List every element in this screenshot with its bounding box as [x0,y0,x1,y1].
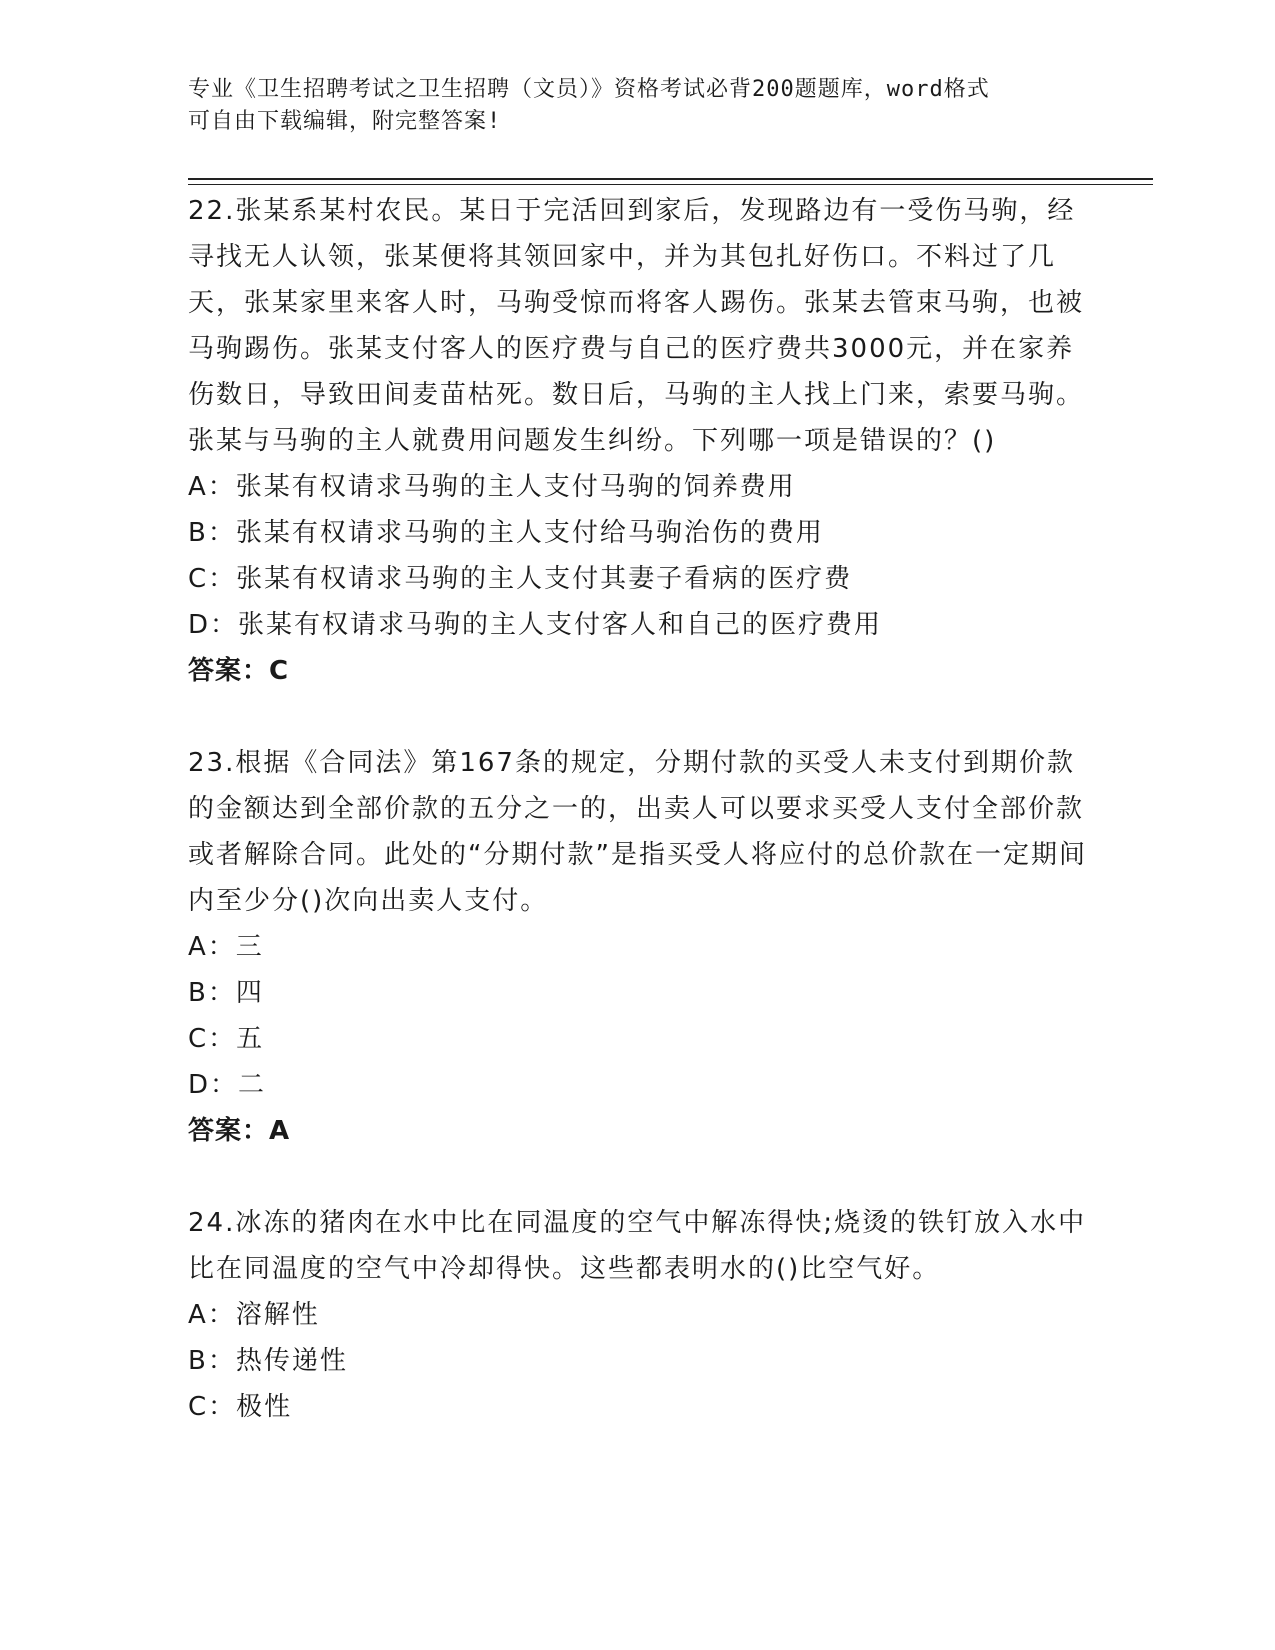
question-24 [188,1200,1088,1430]
header-divider-thin [188,184,1153,185]
header-line-2: 可自由下载编辑，附完整答案! [188,109,502,134]
option-b: B：热传递性 [188,1346,348,1376]
option-c: C：张某有权请求马驹的主人支付其妻子看病的医疗费 [188,564,853,594]
option-d: D：二 [188,1070,267,1100]
option-c: C：五 [188,1024,265,1054]
question-stem: 24.冰冻的猪肉在水中比在同温度的空气中解冻得快;烧烫的铁钉放入水中比在同温度的空气中冷却得快。这些都表明水的()比空气好。 [188,1208,1087,1284]
header-divider-thick [188,178,1153,180]
question-list [188,188,1088,1476]
answer-text: 答案：A [188,1116,291,1146]
question-stem: 22.张某系某村农民。某日于完活回到家后，发现路边有一受伤马驹，经寻找无人认领，张某便将其领回家中，并为其包扎好伤口。不料过了几天，张某家里来客人时，马驹受惊而将客人踢伤。张某去管束马驹，也被马驹踢伤。张某支付客人的医疗费与自己的医疗费共3000元，并在家养伤数日，导致田间麦苗枯死。数日后，马驹的主人找上门来，索要马驹。张某与马驹的主人就费用问题发生纠纷。下列哪一项是错误的？() [188,196,1085,456]
question-22 [188,188,1088,694]
question-23 [188,740,1088,1154]
question-stem: 23.根据《合同法》第167条的规定，分期付款的买受人未支付到期价款的金额达到全部价款的五分之一的，出卖人可以要求买受人支付全部价款或者解除合同。此处的“分期付款”是指买受人将应付的总价款在一定期间内至少分()次向出卖人支付。 [188,748,1087,916]
option-b: B：四 [188,978,264,1008]
option-a: A：溶解性 [188,1300,320,1330]
answer-text: 答案：C [188,656,290,686]
header-line-1: 专业《卫生招聘考试之卫生招聘（文员）》资格考试必背200题题库，word格式 [188,77,990,102]
option-a: A：张某有权请求马驹的主人支付马驹的饲养费用 [188,472,796,502]
option-a: A：三 [188,932,264,962]
document-header [188,74,1088,138]
option-b: B：张某有权请求马驹的主人支付给马驹治伤的费用 [188,518,824,548]
option-d: D：张某有权请求马驹的主人支付客人和自己的医疗费用 [188,610,883,640]
option-c: C：极性 [188,1392,293,1422]
